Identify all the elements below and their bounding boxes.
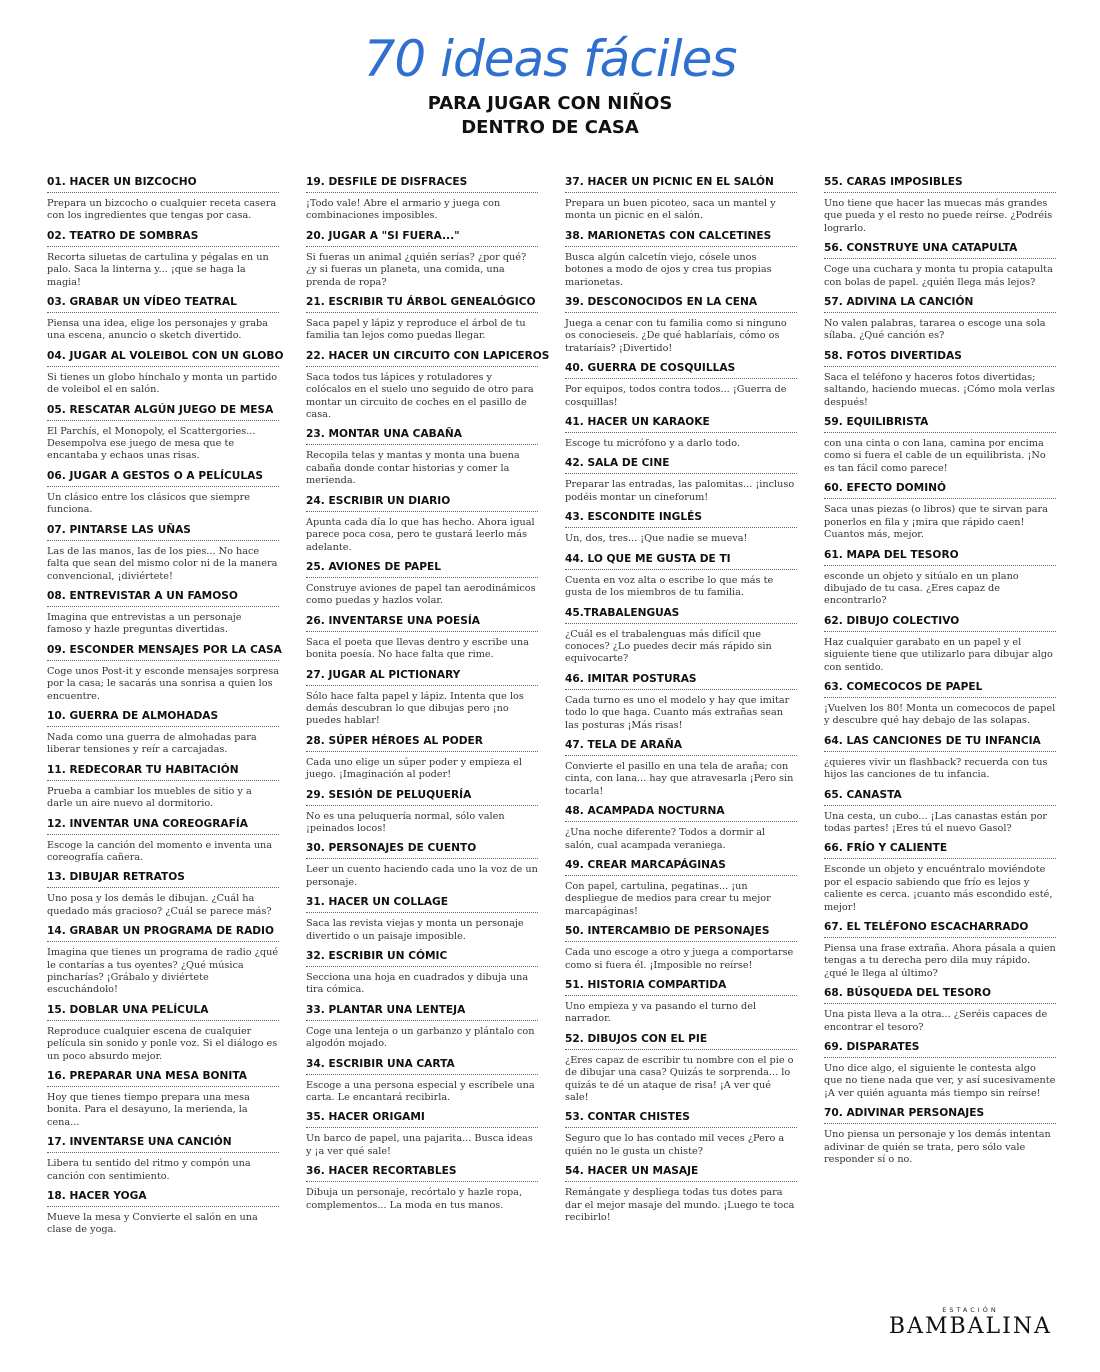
idea-title: 44. LO QUE ME GUSTA DE TI: [565, 553, 797, 570]
idea-title: 24. ESCRIBIR UN DIARIO: [306, 495, 538, 512]
idea-item: [306, 428, 538, 487]
idea-description: Escoge tu micrófono y a darlo todo.: [565, 438, 740, 450]
idea-title: 34. ESCRIBIR UNA CARTA: [306, 1058, 538, 1075]
idea-title: 55. CARAS IMPOSIBLES: [824, 176, 1056, 193]
idea-title: 02. TEATRO DE SOMBRAS: [47, 230, 279, 247]
idea-title: 06. JUGAR A GESTOS O A PELÍCULAS: [47, 470, 279, 487]
idea-item: [306, 1058, 538, 1105]
idea-description: ¡Vuelven los 80! Monta un comecocos de papel y descubre qué hay debajo de las solapas.: [824, 702, 1056, 727]
idea-item: [565, 1165, 797, 1224]
idea-item: [565, 176, 797, 223]
idea-description: Cada turno es uno el modelo y hay que imitar todo lo que haga. Cuanto más extrañas sean las posturas ¡Más risas!: [565, 694, 790, 731]
idea-title: 03. GRABAR UN VÍDEO TEATRAL: [47, 296, 279, 313]
idea-item: [824, 615, 1056, 674]
idea-description: Saca el teléfono y haceros fotos divertidas; saltando, haciendo muecas. ¡Cómo mola verlas después!: [824, 371, 1055, 408]
idea-title: 37. HACER UN PICNIC EN EL SALÓN: [565, 176, 797, 193]
idea-title: 70. ADIVINAR PERSONAJES: [824, 1107, 1056, 1124]
idea-description: Saca papel y lápiz y reproduce el árbol de tu familia tan lejos como puedas llegar.: [306, 318, 526, 342]
idea-title: 59. EQUILIBRISTA: [824, 416, 1056, 433]
brand-top-text: ESTACIÓN: [942, 1306, 999, 1314]
idea-title: 53. CONTAR CHISTES: [565, 1111, 797, 1128]
idea-item: [47, 296, 279, 343]
idea-title: 26. INVENTARSE UNA POESÍA: [306, 615, 538, 632]
idea-description: Libera tu sentido del ritmo y compón una canción con sentimiento.: [47, 1158, 251, 1182]
idea-description: Uno posa y los demás le dibujan. ¿Cuál ha quedado más gracioso? ¿Cuál se parece más?: [47, 893, 272, 917]
idea-item: [306, 789, 538, 836]
ideas-column: [47, 176, 284, 1244]
idea-description: Remángate y despliega todas tus dotes para dar el mejor masaje del mundo. ¡Luego te toca recibirlo!: [565, 1187, 795, 1224]
idea-title: 07. PINTARSE LAS UÑAS: [47, 524, 279, 541]
idea-description: Si tienes un globo hínchalo y monta un partido de voleibol el en salón.: [47, 371, 278, 396]
idea-description: Escoge la canción del momento e inventa una coreografía cañera.: [47, 839, 273, 863]
idea-description: Secciona una hoja en cuadrados y dibuja una tira cómica.: [306, 972, 529, 996]
idea-item: [824, 549, 1056, 608]
idea-title: 30. PERSONAJES DE CUENTO: [306, 842, 538, 859]
idea-item: [565, 979, 797, 1026]
idea-item: [306, 230, 538, 289]
idea-description: Cada uno elige un súper poder y empieza el juego. ¡Imaginación al poder!: [306, 756, 522, 781]
idea-description: Con papel, cartulina, pegatinas... ¡un despliegue de medios para crear tu mejor marcapáginas!: [565, 880, 771, 917]
idea-description: Reproduce cualquier escena de cualquier película sin sonido y ponle voz. Si el diálogo es un poco absurdo mejor.: [47, 1025, 278, 1062]
brand-logo: [889, 1306, 1052, 1340]
idea-description: Cuenta en voz alta o escribe lo que más te gusta de los miembros de tu familia.: [565, 574, 774, 599]
idea-title: 08. ENTREVISTAR A UN FAMOSO: [47, 590, 279, 607]
idea-description: Una pista lleva a la otra... ¿Seréis capaces de encontrar el tesoro?: [824, 1009, 1048, 1033]
idea-title: 19. DESFILE DE DISFRACES: [306, 176, 538, 193]
idea-description: Preparar las entradas, las palomitas... ¡incluso podéis montar un cineforum!: [565, 479, 795, 503]
idea-description: Un clásico entre los clásicos que siempre funciona.: [47, 491, 250, 516]
idea-item: [47, 764, 279, 811]
idea-title: 49. CREAR MARCAPÁGINAS: [565, 859, 797, 876]
idea-item: [306, 669, 538, 728]
idea-title: 11. REDECORAR TU HABITACIÓN: [47, 764, 279, 781]
idea-title: 60. EFECTO DOMINÓ: [824, 482, 1056, 499]
idea-description: Leer un cuento haciendo cada uno la voz de un personaje.: [306, 864, 538, 888]
idea-item: [306, 896, 538, 943]
idea-title: 31. HACER UN COLLAGE: [306, 896, 538, 913]
idea-title: 69. DISPARATES: [824, 1041, 1056, 1058]
ideas-column: [824, 176, 1056, 1244]
idea-description: Saca el poeta que llevas dentro y escribe una bonita poesía. No hace falta que rime.: [306, 636, 529, 661]
subtitle-line-1: PARA JUGAR CON NIÑOS: [427, 93, 673, 114]
idea-item: [824, 350, 1056, 409]
idea-description: Nada como una guerra de almohadas para liberar tensiones y reír a carcajadas.: [47, 731, 257, 756]
idea-description: Piensa una frase extraña. Ahora pásala a quien tengas a tu derecha pero dila muy rápido. ¿qué le llega al último?: [824, 943, 1056, 979]
idea-description: Mueve la mesa y Convierte el salón en una clase de yoga.: [47, 1212, 258, 1236]
idea-item: [565, 416, 797, 450]
idea-item: [306, 495, 538, 554]
idea-title: 10. GUERRA DE ALMOHADAS: [47, 710, 279, 727]
idea-title: 51. HISTORIA COMPARTIDA: [565, 979, 797, 996]
idea-description: Uno piensa un personaje y los demás intentan adivinar de quién se trata, pero sólo vale responder sí o no.: [824, 1129, 1051, 1166]
idea-item: [824, 921, 1056, 980]
idea-description: Si fueras un animal ¿quién serías? ¿por qué? ¿y si fueras un planeta, una comida, una prenda de ropa?: [306, 251, 527, 288]
idea-title: 41. HACER UN KARAOKE: [565, 416, 797, 433]
idea-title: 46. IMITAR POSTURAS: [565, 673, 797, 690]
idea-description: Juega a cenar con tu familia como si ninguno os conocieseis. ¿De qué hablaríais, cómo os trataríais? ¡Divertido!: [565, 318, 787, 354]
idea-title: 56. CONSTRUYE UNA CATAPULTA: [824, 242, 1056, 259]
idea-description: Coge una cuchara y monta tu propia catapulta con bolas de papel. ¿quién llega más lejos?: [824, 264, 1053, 288]
idea-description: Prepara un buen picoteo, saca un mantel y monta un picnic en el salón.: [565, 198, 776, 222]
header: [0, 30, 1100, 140]
idea-description: esconde un objeto y sitúalo en un plano dibujado de tu casa. ¿Eres capaz de encontrarlo?: [824, 570, 1019, 607]
idea-description: No valen palabras, tararea o escoge una sola sílaba. ¿Qué canción es?: [824, 318, 1046, 342]
idea-description: ¿quieres vivir un flashback? recuerda con tus hijos las canciones de tu infancia.: [824, 756, 1048, 781]
idea-title: 21. ESCRIBIR TU ÁRBOL GENEALÓGICO: [306, 296, 538, 313]
idea-title: 38. MARIONETAS CON CALCETINES: [565, 230, 797, 247]
idea-description: Uno empieza y va pasando el turno del narrador.: [565, 1001, 757, 1025]
idea-item: [306, 842, 538, 889]
idea-item: [824, 842, 1056, 914]
idea-description: ¡Todo vale! Abre el armario y juega con combinaciones imposibles.: [306, 198, 501, 222]
idea-item: [306, 561, 538, 608]
idea-item: [565, 362, 797, 409]
idea-title: 45.TRABALENGUAS: [565, 607, 797, 624]
idea-description: Recopila telas y mantas y monta una buena cabaña donde contar historias y comer la merienda.: [306, 450, 520, 487]
idea-item: [565, 230, 797, 289]
idea-title: 32. ESCRIBIR UN CÓMIC: [306, 950, 538, 967]
idea-title: 12. INVENTAR UNA COREOGRAFÍA: [47, 818, 279, 835]
idea-title: 47. TELA DE ARAÑA: [565, 739, 797, 756]
idea-title: 01. HACER UN BIZCOCHO: [47, 176, 279, 193]
ideas-column: [306, 176, 550, 1244]
idea-description: Coge unos Post-it y esconde mensajes sorpresa por la casa; le sacarás una sonrisa a quien los encuentre.: [47, 665, 279, 702]
idea-item: [824, 416, 1056, 475]
idea-title: 29. SESIÓN DE PELUQUERÍA: [306, 789, 538, 806]
idea-title: 57. ADIVINA LA CANCIÓN: [824, 296, 1056, 313]
idea-title: 63. COMECOCOS DE PAPEL: [824, 681, 1056, 698]
idea-description: Por equipos, todos contra todos... ¡Guerra de cosquillas!: [565, 384, 787, 408]
idea-description: Convierte el pasillo en una tela de araña; con cinta, con lana... hay que atravesarla ¡Pero sin tocarla!: [565, 760, 794, 797]
idea-title: 54. HACER UN MASAJE: [565, 1165, 797, 1182]
idea-item: [565, 457, 797, 504]
idea-title: 68. BÚSQUEDA DEL TESORO: [824, 987, 1056, 1004]
idea-item: [47, 470, 279, 517]
idea-item: [824, 1041, 1056, 1100]
idea-description: Haz cualquier garabato en un papel y el siguiente tiene que utilizarlo para dibujar algo con sentido.: [824, 636, 1053, 673]
idea-item: [306, 1165, 538, 1212]
idea-item: [306, 1111, 538, 1158]
idea-title: 18. HACER YOGA: [47, 1190, 279, 1207]
idea-description: Construye aviones de papel tan aerodinámicos como puedas y hazlos volar.: [306, 582, 536, 607]
idea-item: [306, 735, 538, 782]
idea-item: [47, 1136, 279, 1183]
idea-title: 61. MAPA DEL TESORO: [824, 549, 1056, 566]
idea-description: Escoge a una persona especial y escríbele una carta. Le encantará recibirla.: [306, 1079, 535, 1104]
idea-title: 52. DIBUJOS CON EL PIE: [565, 1033, 797, 1050]
idea-item: [824, 296, 1056, 343]
idea-item: [565, 805, 797, 852]
idea-title: 33. PLANTAR UNA LENTEJA: [306, 1004, 538, 1021]
idea-description: Apunta cada día lo que has hecho. Ahora igual parece poca cosa, pero te gustará leerlo más adelante.: [306, 516, 535, 553]
idea-description: Sólo hace falta papel y lápiz. Intenta que los demás descubran lo que dibujas pero ¡no puedes hablar!: [306, 690, 524, 727]
idea-description: Piensa una idea, elige los personajes y graba una escena, anuncio o sketch divertido.: [47, 318, 268, 342]
idea-item: [565, 925, 797, 972]
idea-title: 39. DESCONOCIDOS EN LA CENA: [565, 296, 797, 313]
idea-item: [47, 818, 279, 865]
idea-item: [306, 296, 538, 343]
idea-item: [565, 673, 797, 732]
brand-name: BAMBALINA: [888, 1314, 1052, 1339]
idea-title: 35. HACER ORIGAMI: [306, 1111, 538, 1128]
idea-title: 50. INTERCAMBIO DE PERSONAJES: [565, 925, 797, 942]
idea-item: [47, 404, 279, 463]
idea-description: No es una peluquería normal, sólo valen ¡peinados locos!: [306, 810, 505, 834]
idea-item: [565, 1111, 797, 1158]
idea-item: [47, 349, 284, 397]
idea-description: Prueba a cambiar los muebles de sitio y a darle un aire nuevo al dormitorio.: [47, 785, 252, 810]
idea-description: ¿Eres capaz de escribir tu nombre con el pie o de dibujar una casa? Quizás te sorprenda... lo quizás te dé un ataque de risa! ¡A ver qué sale!: [565, 1054, 794, 1104]
idea-description: Cada uno escoge a otro y juega a comportarse como si fuera él. ¡Imposible no reírse!: [565, 947, 794, 971]
idea-item: [47, 710, 279, 757]
idea-item: [824, 482, 1056, 541]
idea-title: 23. MONTAR UNA CABAÑA: [306, 428, 538, 445]
idea-description: Seguro que lo has contado mil veces ¿Pero a quién no le gusta un chiste?: [565, 1133, 785, 1157]
idea-item: [824, 987, 1056, 1034]
idea-description: Busca algún calcetín viejo, cósele unos botones a modo de ojos y crea tus propias marionetas.: [565, 251, 772, 288]
idea-item: [824, 242, 1056, 289]
idea-item: [47, 1004, 279, 1063]
idea-item: [306, 1004, 538, 1051]
idea-description: Prepara un bizcocho o cualquier receta casera con los ingredientes que tengas por casa.: [47, 198, 277, 222]
idea-item: [306, 176, 538, 223]
idea-title: 17. INVENTARSE UNA CANCIÓN: [47, 1136, 279, 1153]
idea-description: Hoy que tienes tiempo prepara una mesa bonita. Para el desayuno, la merienda, la cena...: [47, 1092, 250, 1128]
idea-description: Un barco de papel, una pajarita... Busca ideas y ¡a ver qué sale!: [306, 1133, 533, 1157]
idea-description: ¿Una noche diferente? Todos a dormir al salón, cual acampada veraniega.: [565, 827, 766, 851]
idea-title: 15. DOBLAR UNA PELÍCULA: [47, 1004, 279, 1021]
idea-title: 42. SALA DE CINE: [565, 457, 797, 474]
idea-title: 13. DIBUJAR RETRATOS: [47, 871, 279, 888]
idea-description: Un, dos, tres... ¡Que nadie se mueva!: [565, 533, 748, 545]
idea-item: [824, 1107, 1056, 1166]
ideas-column: [565, 176, 797, 1244]
idea-title: 09. ESCONDER MENSAJES POR LA CASA: [47, 644, 279, 661]
idea-item: [306, 349, 550, 422]
idea-description: Coge una lenteja o un garbanzo y plántalo con algodón mojado.: [306, 1025, 535, 1050]
idea-title: 48. ACAMPADA NOCTURNA: [565, 805, 797, 822]
idea-item: [565, 296, 797, 355]
idea-item: [47, 643, 282, 703]
idea-title: 22. HACER UN CIRCUITO CON LAPICEROS: [306, 350, 538, 367]
idea-description: con una cinta o con lana, camina por encima como si fuera el cable de un equilibrista. ¡No es tan fácil como parece!: [824, 438, 1046, 474]
idea-title: 65. CANASTA: [824, 789, 1056, 806]
idea-item: [824, 176, 1056, 235]
idea-description: ¿Cuál es el trabalenguas más difícil que conoces? ¿Lo puedes decir más rápido sin equivocarte?: [565, 628, 772, 665]
idea-item: [565, 511, 797, 545]
idea-description: Saca unas piezas (o libros) que te sirvan para ponerlos en fila y ¡mira que rápido caen! Cuantos más, mejor.: [824, 504, 1048, 541]
idea-item: [824, 735, 1056, 782]
idea-title: 40. GUERRA DE COSQUILLAS: [565, 362, 797, 379]
ideas-columns: [47, 176, 1060, 1244]
idea-description: El Parchís, el Monopoly, el Scattergories... Desempolva ese juego de mesa que te encantaba y echaos unas risas.: [47, 425, 256, 462]
idea-description: Saca todos tus lápices y rotuladores y colócalos en el suelo uno seguido de otro para montar un circuito de coches en el pasillo de casa.: [306, 371, 534, 421]
idea-description: Uno tiene que hacer las muecas más grandes que pueda y el resto no puede reírse. ¿Podréis lograrlo.: [824, 198, 1053, 234]
idea-title: 20. JUGAR A "SI FUERA...": [306, 230, 538, 247]
idea-item: [306, 950, 538, 997]
idea-title: 36. HACER RECORTABLES: [306, 1165, 538, 1182]
idea-description: Las de las manos, las de los pies... No hace falta que sean del mismo color ni de la manera convencional, ¡diviértete!: [47, 545, 278, 582]
idea-item: [47, 230, 279, 289]
idea-item: [565, 553, 797, 600]
idea-title: 27. JUGAR AL PICTIONARY: [306, 669, 538, 686]
idea-title: 05. RESCATAR ALGÚN JUEGO DE MESA: [47, 404, 279, 421]
idea-title: 04. JUGAR AL VOLEIBOL CON UN GLOBO: [47, 350, 279, 367]
idea-item: [47, 524, 279, 583]
idea-item: [824, 681, 1056, 728]
idea-title: 64. LAS CANCIONES DE TU INFANCIA: [824, 735, 1056, 752]
idea-item: [47, 1070, 279, 1129]
idea-description: Recorta siluetas de cartulina y pégalas en un palo. Saca la linterna y... ¡que se haga la magia!: [47, 251, 269, 288]
idea-title: 67. EL TELÉFONO ESCACHARRADO: [824, 921, 1056, 938]
idea-title: 43. ESCONDITE INGLÉS: [565, 511, 797, 528]
idea-item: [824, 789, 1056, 836]
idea-description: Saca las revista viejas y monta un personaje divertido o un paisaje imposible.: [306, 918, 524, 942]
idea-title: 28. SÚPER HÉROES AL PODER: [306, 735, 538, 752]
idea-title: 62. DIBUJO COLECTIVO: [824, 615, 1056, 632]
idea-item: [306, 615, 538, 662]
idea-item: [565, 859, 797, 918]
idea-description: Imagina que entrevistas a un personaje famoso y hazle preguntas divertidas.: [47, 611, 242, 636]
idea-description: Dibuja un personaje, recórtalo y hazle ropa, complementos... La moda en tus manos.: [306, 1187, 523, 1211]
idea-title: 14. GRABAR UN PROGRAMA DE RADIO: [47, 925, 279, 942]
idea-item: [47, 176, 279, 223]
idea-title: 16. PREPARAR UNA MESA BONITA: [47, 1070, 279, 1087]
idea-description: Una cesta, un cubo... ¡Las canastas están por todas partes! ¡Eres tú el nuevo Gasol?: [824, 810, 1048, 834]
idea-title: 58. FOTOS DIVERTIDAS: [824, 350, 1056, 367]
idea-description: Esconde un objeto y encuéntralo moviéndote por el espacio sabiendo que frío es lejos y caliente es cerca. ¡cuanto más escondido esté, mejor!: [824, 864, 1053, 913]
idea-item: [47, 590, 279, 637]
idea-description: Imagina que tienes un programa de radio ¿qué le contarías a tus oyentes? ¿Qué música pincharías? ¡Grábalo y diviértete escuchándolo!: [47, 947, 279, 996]
idea-title: 25. AVIONES DE PAPEL: [306, 561, 538, 578]
idea-item: [47, 1190, 279, 1237]
subtitle-line-2: DENTRO DE CASA: [461, 117, 639, 138]
idea-item: [565, 739, 797, 798]
idea-item: [47, 925, 279, 997]
idea-item: [47, 871, 279, 918]
idea-item: [565, 607, 797, 666]
idea-description: Uno dice algo, el siguiente le contesta algo que no tiene nada que ver, y así sucesivamente ¡A ver quién aguanta más tiempo sin reírse!: [824, 1063, 1056, 1099]
idea-item: [565, 1033, 797, 1105]
idea-title: 66. FRÍO Y CALIENTE: [824, 842, 1056, 859]
page-title: 70 ideas fáciles: [363, 30, 737, 88]
